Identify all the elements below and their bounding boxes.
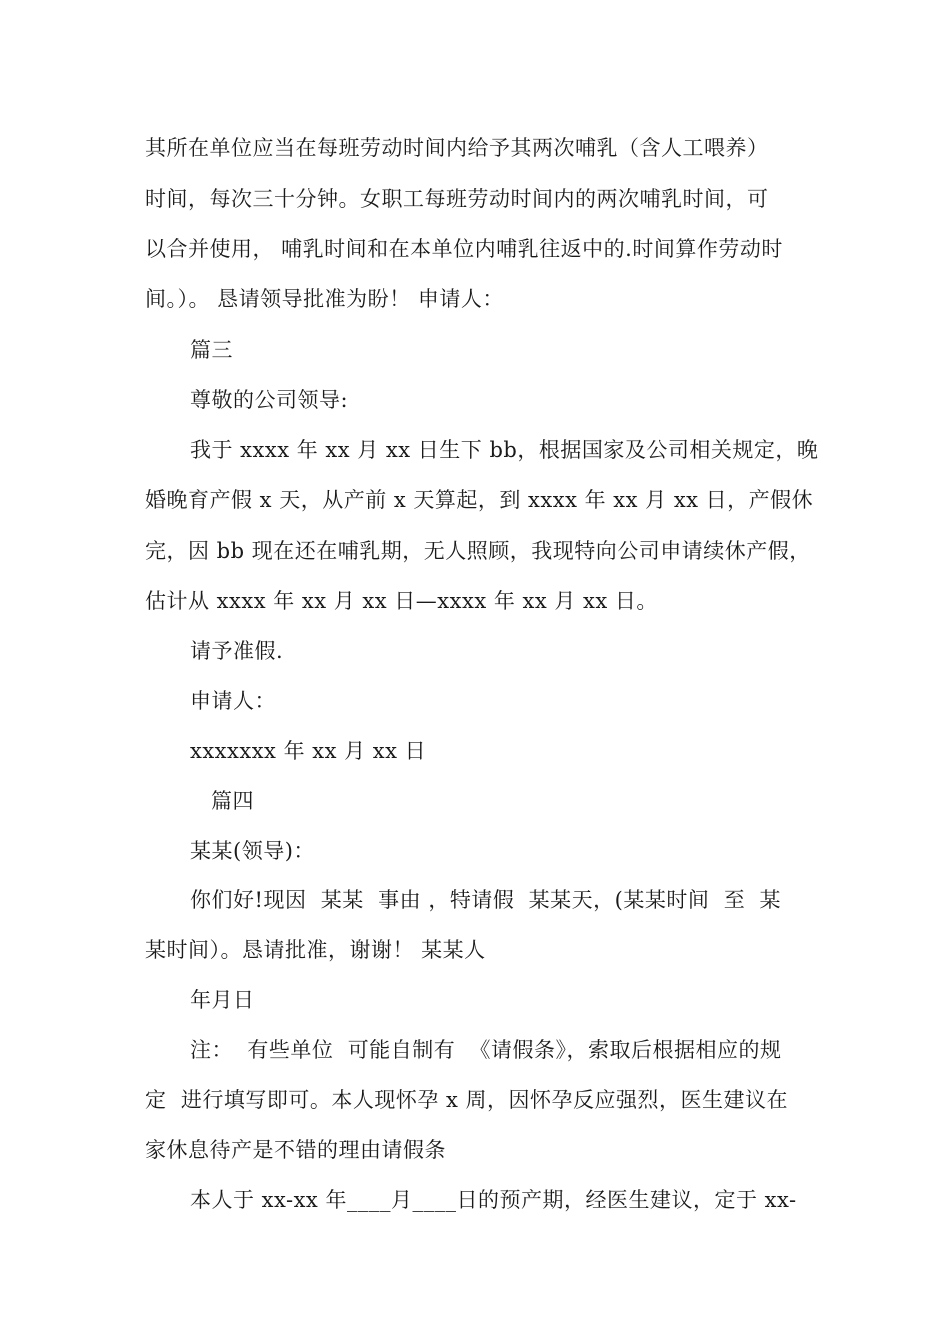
salutation: 某某(领导)： (190, 839, 315, 863)
body-text-line: 估计从 xxxx 年 xx 月 xx 日—xxxx 年 xx 月 xx 日。 (145, 589, 658, 613)
date-line: 年月日 (190, 988, 255, 1012)
note-line: 注： 有些单位 可能自制有 《请假条》，索取后根据相应的规 (190, 1038, 782, 1062)
applicant-label: 申请人： (190, 689, 276, 713)
body-text-line: 以合并使用， 哺乳时间和在本单位内哺乳往返中的.时间算作劳动时 (145, 237, 783, 261)
body-text-line: 我于 xxxx 年 xx 月 xx 日生下 bb，根据国家及公司相关规定，晚 (190, 438, 819, 462)
body-text-line: 其所在单位应当在每班劳动时间内给予其两次哺乳（含人工喂养） (145, 136, 769, 160)
body-text-line: 家休息待产是不错的理由请假条 (145, 1138, 446, 1162)
section-heading: 篇四 (211, 789, 254, 813)
body-text-line: 婚晚育产假 x 天，从产前 x 天算起，到 xxxx 年 xx 月 xx 日，产假休 (145, 488, 814, 512)
body-text-line: 定 进行填写即可。本人现怀孕 x 周，因怀孕反应强烈，医生建议在 (145, 1088, 789, 1112)
body-text-line: 本人于 xx-xx 年____月____日的预产期，经医生建议，定于 xx- (190, 1188, 797, 1212)
body-text-line: 你们好!现因 某某 事由 ，特请假 某某天，(某某时间 至 某 (190, 888, 782, 912)
request-line: 请予准假. (190, 639, 284, 663)
section-heading: 篇三 (190, 338, 233, 362)
salutation: 尊敬的公司领导: (190, 388, 349, 412)
body-text-line: 某时间）。恳请批准，谢谢！ 某某人 (145, 938, 486, 962)
body-text-line: 时间，每次三十分钟。女职工每班劳动时间内的两次哺乳时间，可 (145, 187, 769, 211)
body-text-line: 间。）。 恳请领导批准为盼！ 申请人： (145, 287, 504, 311)
body-text-line: 完，因 bb 现在还在哺乳期，无人照顾，我现特向公司申请续休产假， (145, 539, 811, 563)
date-line: xxxxxxx 年 xx 月 xx 日 (190, 739, 427, 763)
